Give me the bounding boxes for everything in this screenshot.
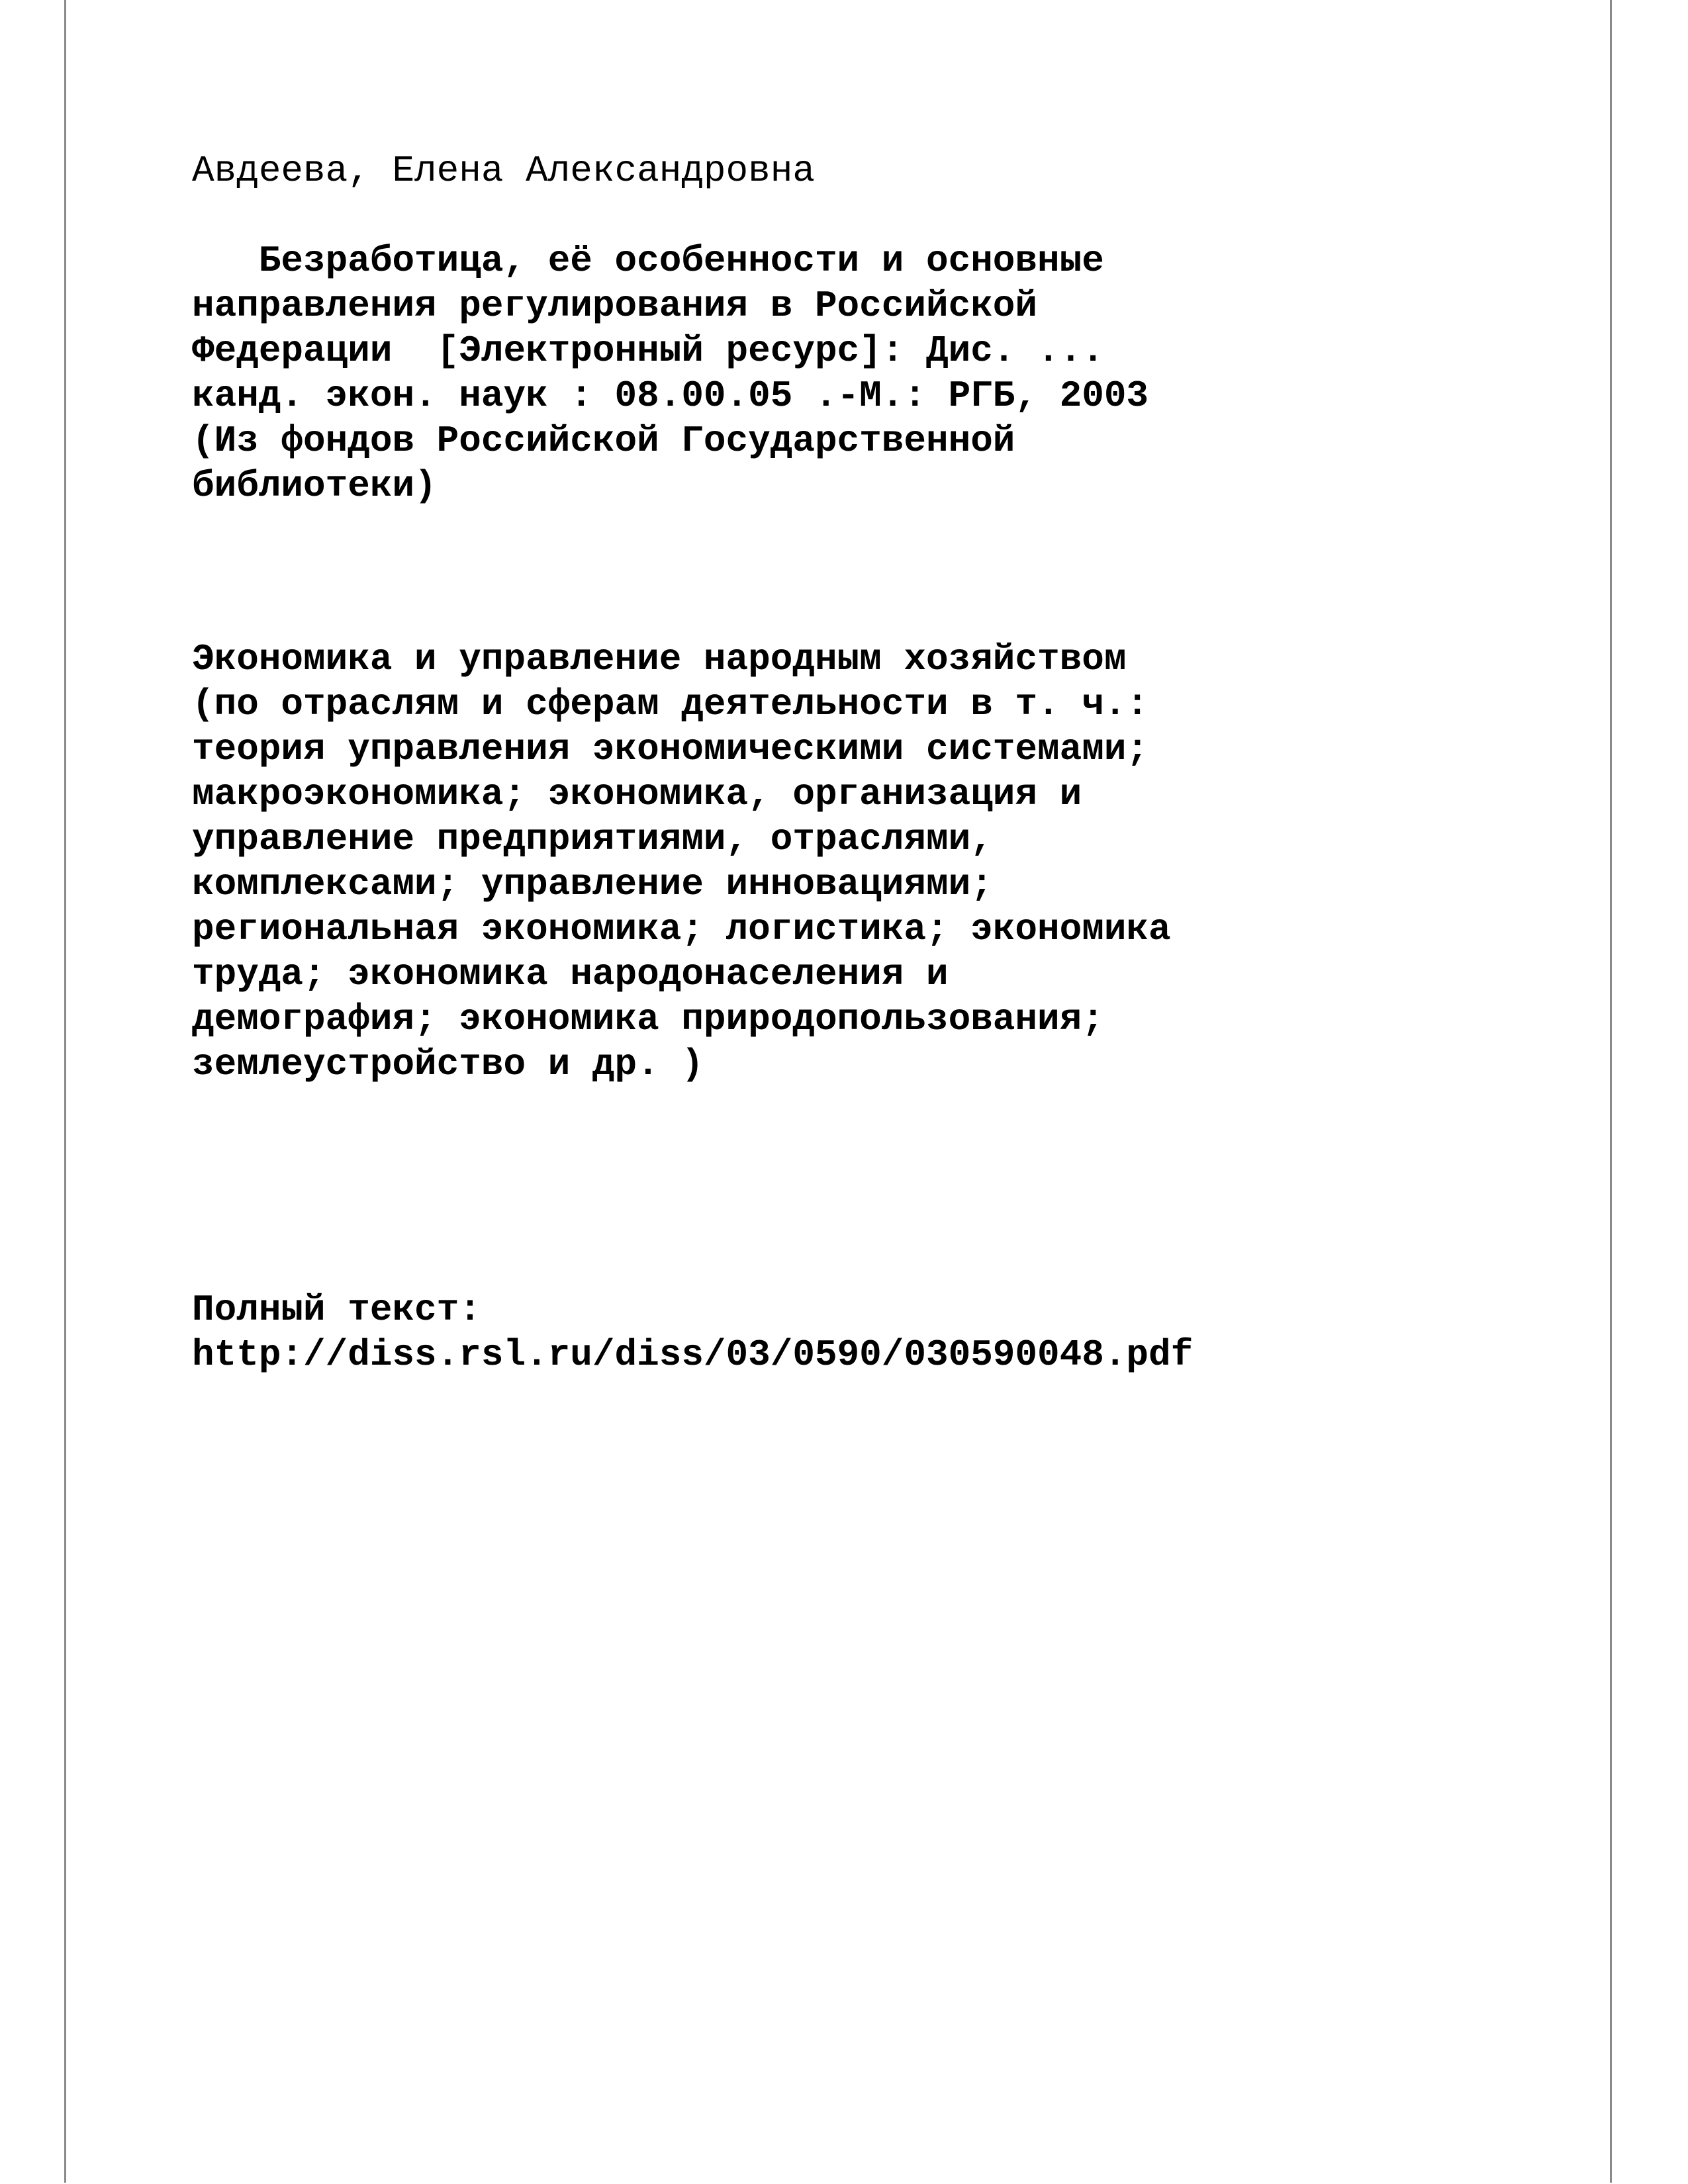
title-line: направления регулирования в Российской — [192, 285, 1038, 327]
specialty-line: комплексами; управление инновациями; — [192, 863, 993, 905]
specialty-line: (по отраслям и сферам деятельности в т. ч.: — [192, 683, 1149, 725]
specialty-line: макроэкономика; экономика, организация и — [192, 773, 1082, 815]
specialty-line: управление предприятиями, отраслями, — [192, 818, 993, 860]
author-name: Авдеева, Елена Александровна — [192, 150, 815, 192]
title-line: Безработица, её особенности и основные — [192, 240, 1104, 282]
specialty-line: землеустройство и др. ) — [192, 1043, 704, 1085]
title-line: (Из фондов Российской Государственной — [192, 420, 1015, 462]
specialty-line: теория управления экономическими системами; — [192, 728, 1149, 770]
specialty-line: труда; экономика народонаселения и — [192, 953, 949, 995]
specialty-line: демография; экономика природопользования; — [192, 998, 1104, 1040]
title-line: библиотеки) — [192, 465, 437, 507]
specialty-line: региональная экономика; логистика; экономика — [192, 908, 1171, 950]
title-line: канд. экон. наук : 08.00.05 .-М.: РГБ, 2003 — [192, 375, 1149, 417]
specialty-line: Экономика и управление народным хозяйством — [192, 638, 1127, 680]
fulltext-label: Полный текст: — [192, 1289, 481, 1331]
title-line: Федерации [Электронный ресурс]: Дис. ... — [192, 330, 1104, 372]
fulltext-link[interactable]: http://diss.rsl.ru/diss/03/0590/030590048.pdf — [192, 1334, 1194, 1376]
